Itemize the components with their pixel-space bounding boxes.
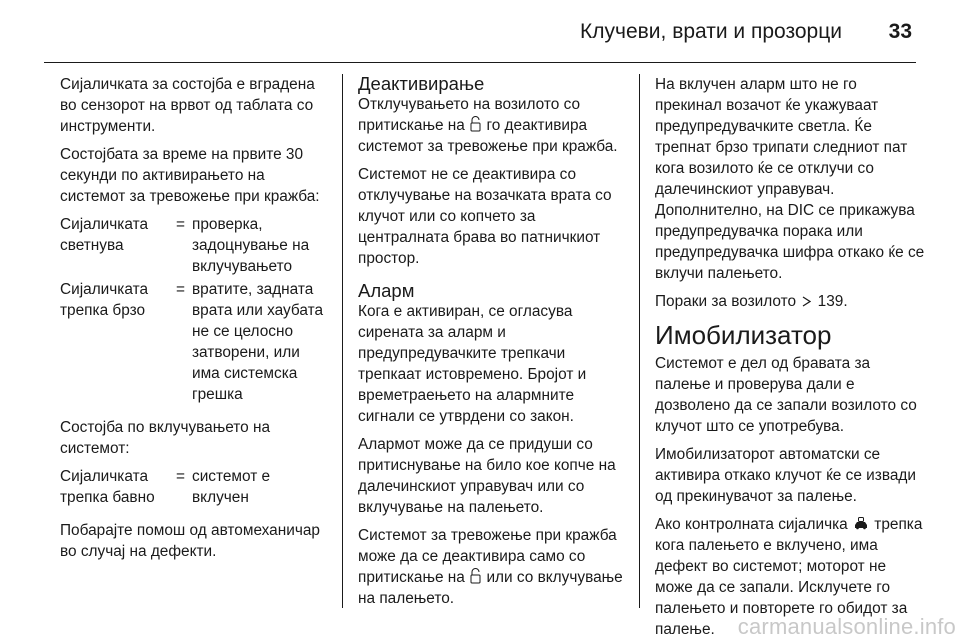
paragraph [655,291,925,312]
paragraph [358,94,628,157]
page-reference[interactable]: 139. [817,293,848,310]
definition-row [60,466,328,508]
definition-term: Сијаличката светнува [60,216,149,254]
paragraph: Кога е активиран, се огласува сирената за аларм и предупредувачките трепкачи трепкаат истовремено. Бројот и времетраењето на алармните сигнали се утврдени со закон. [358,303,587,425]
section-heading-alarm: Аларм [358,280,415,301]
watermark: carmanualsonline.info [737,614,956,639]
definition-desc: вратите, задната врата или хаубата не се целосно затворени, или има системска грешка [192,281,324,403]
paragraph: Состојбата за време на првите 30 секунди по активирањето на системот за тревожење при кражба: [60,146,320,205]
section-heading-deactivation: Деактивирање [358,73,485,94]
text-span: Пораки за возилото [655,293,797,310]
immobilizer-car-icon [854,515,868,528]
page-reference-icon [802,292,811,303]
definition-term: Сијаличката трепка бавно [60,468,155,506]
status-list-after [60,466,328,508]
header-rule [44,62,916,63]
paragraph: Алармот може да се придуши со притиснување на било кое копче на далечинскиот управувач или со вклучување на палењето. [358,436,616,516]
definition-equals: = [176,468,185,485]
text-span: Отклучувањето на возилото со притискање на [358,96,581,134]
column-3 [655,74,925,642]
definition-desc: проверка, задоцнување на вклучувањето [192,216,310,275]
page-number: 33 [888,20,912,43]
definition-term: Сијаличката трепка брзо [60,281,149,319]
section-heading-immobilizer: Имобилизатор [655,320,832,350]
column-2 [358,74,628,616]
paragraph: Системот не се деактивира со отклучување на возачката врата со клучот или со копчето за централната брава во патничкиот простор. [358,166,612,267]
text-span: го деактивира системот за тревожење при кражба. [358,117,618,155]
paragraph: На вклучен аларм што не го прекинал возачот ќе укажуваат предупредувачките светла. Ќе трепнат брзо трипати следниот пат кога возилото ќе се отклучи со далечинскиот управувач. Дополнително, на DIC се прикажува предупредувачка порака или предупредувачка шифра откако ќе се вклучи палењето. [655,76,925,282]
text-span: или со вклучување на палењето. [358,569,623,607]
column-divider-2 [639,74,640,608]
paragraph [358,525,628,609]
paragraph: Побарајте помош од автомеханичар во случај на дефекти. [60,522,320,560]
text-span: Системот за тревожење при кражба може да се деактивира само со притискање на [358,527,617,586]
column-divider-1 [342,74,343,608]
status-list-initial [60,214,328,405]
unlock-key-icon [470,116,481,132]
definition-equals: = [176,216,185,233]
text-span: трепка кога палењето е вклучено, има дефект во системот; моторот не може да се запали. Исклучете го палењето и повторете го обидот за палење. [655,516,923,638]
definition-equals: = [176,281,185,298]
unlock-key-icon [470,568,481,584]
paragraph: Системот е дел од бравата за палење и проверува дали е дозволено да се запали возилото со клучот што се употребува. [655,355,917,435]
definition-row [60,279,328,405]
paragraph: Состојба по вклучувањето на системот: [60,419,271,457]
text-span: Ако контролната сијаличка [655,516,848,533]
paragraph: Сијаличката за состојба е вградена во сензорот на врвот од таблата со инструменти. [60,76,315,135]
paragraph: Имобилизаторот автоматски се активира откако клучот ќе се извади од прекинувачот за палење. [655,446,916,505]
definition-row [60,214,328,277]
column-1 [60,74,328,569]
definition-desc: системот е вклучен [192,468,271,506]
header-title: Клучеви, врати и прозорци [580,20,842,43]
